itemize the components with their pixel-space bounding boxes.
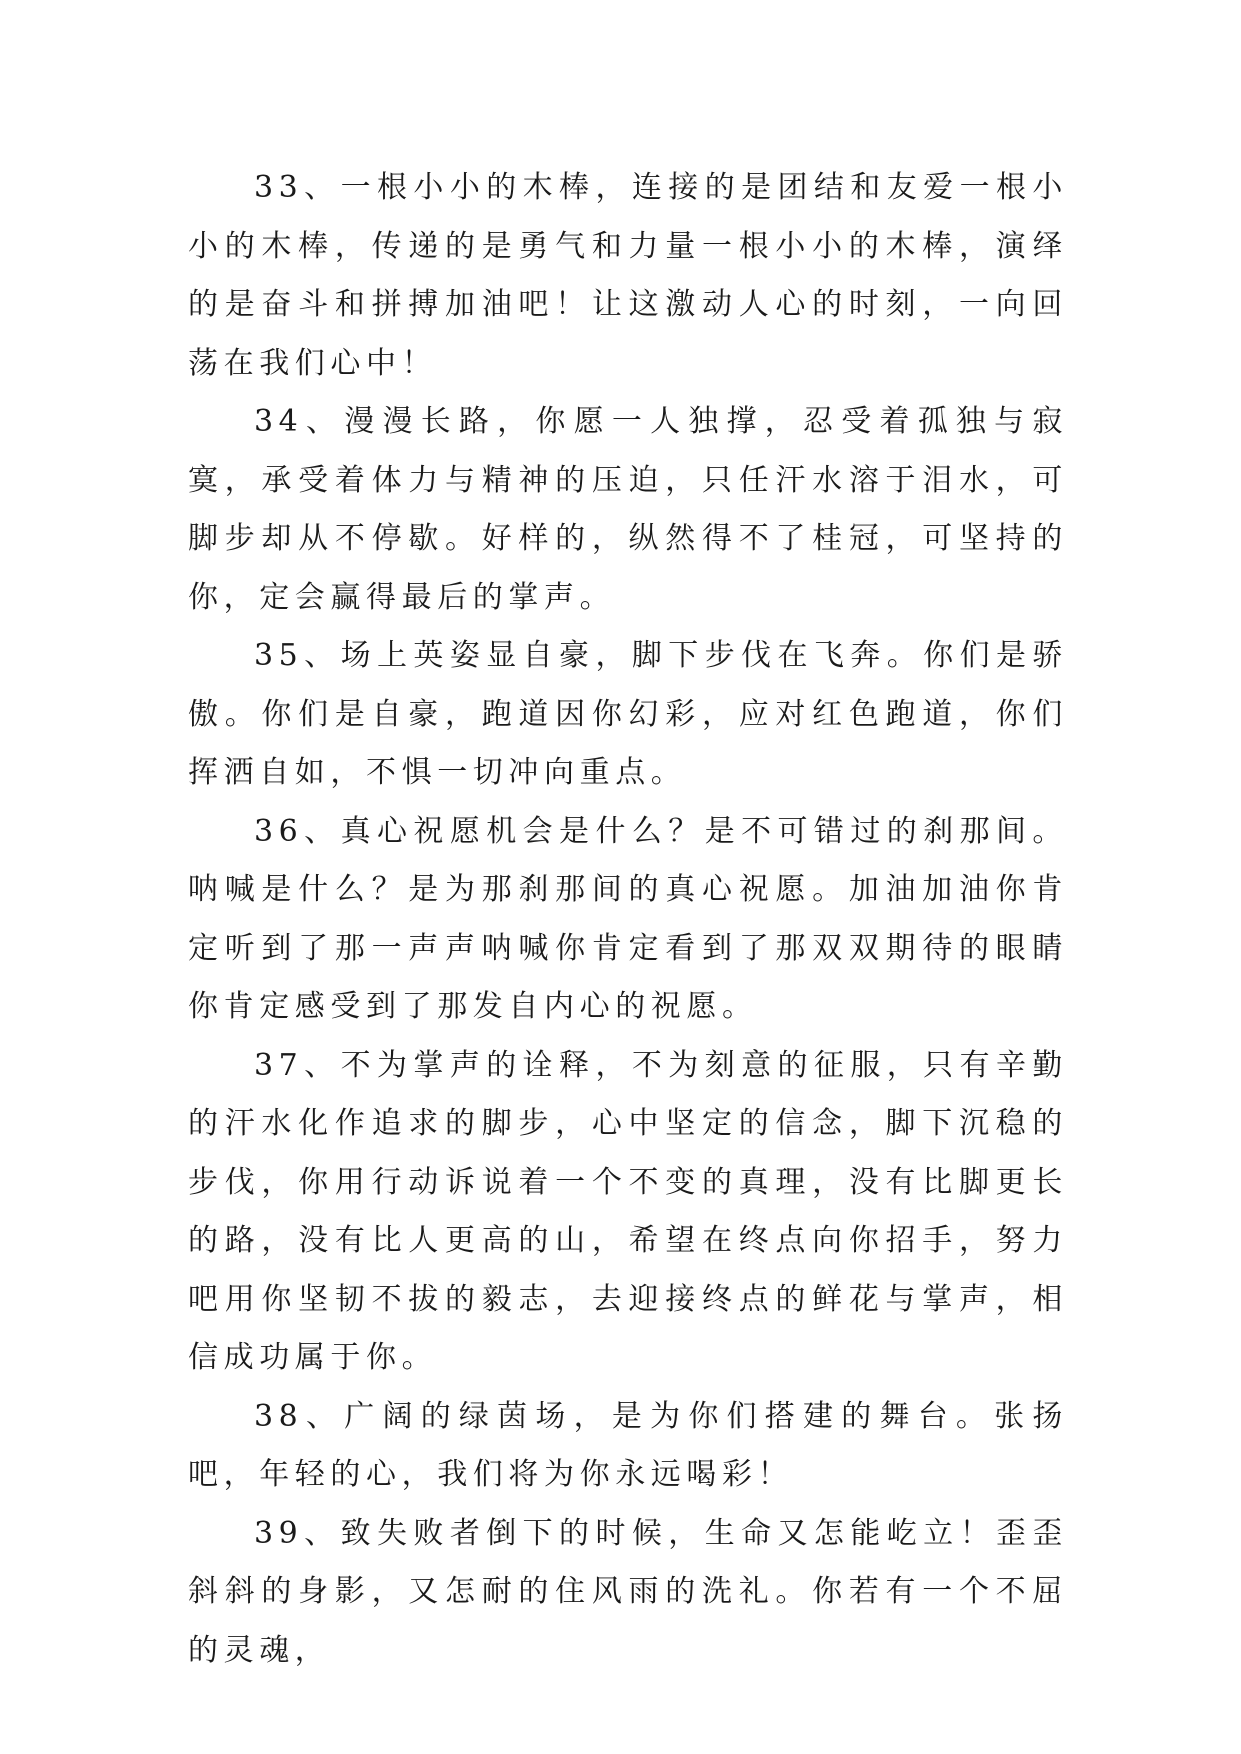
paragraph-33: 33、一根小小的木棒，连接的是团结和友爱一根小小的木棒，传递的是勇气和力量一根小小的木棒，演绎的是奋斗和拼搏加油吧！让这激动人心的时刻，一向回荡在我们心中！ xyxy=(188,170,1068,381)
paragraph-36: 36、真心祝愿机会是什么？是不可错过的刹那间。呐喊是什么？是为那刹那间的真心祝愿。加油加油你肯定听到了那一声声呐喊你肯定看到了那双双期待的眼睛你肯定感受到了那发自内心的祝愿。 xyxy=(188,813,1068,1024)
paragraph-39: 39、致失败者倒下的时候，生命又怎能屹立！歪歪斜斜的身影，又怎耐的住风雨的洗礼。你若有一个不屈的灵魂， xyxy=(188,1515,1068,1668)
paragraph-38: 38、广阔的绿茵场，是为你们搭建的舞台。张扬吧，年轻的心，我们将为你永远喝彩！ xyxy=(188,1398,1068,1492)
paragraph-37: 37、不为掌声的诠释，不为刻意的征服，只有辛勤的汗水化作追求的脚步，心中坚定的信念，脚下沉稳的步伐，你用行动诉说着一个不变的真理，没有比脚更长的路，没有比人更高的山，希望在终点向你招手，努力吧用你坚韧不拔的毅志，去迎接终点的鲜花与掌声，相信成功属于你。 xyxy=(188,1047,1068,1375)
document-body xyxy=(188,159,1068,1680)
paragraph-34: 34、漫漫长路，你愿一人独撑，忍受着孤独与寂寞，承受着体力与精神的压迫，只任汗水溶于泪水，可脚步却从不停歇。好样的，纵然得不了桂冠，可坚持的你，定会赢得最后的掌声。 xyxy=(188,404,1068,615)
paragraph-35: 35、场上英姿显自豪，脚下步伐在飞奔。你们是骄傲。你们是自豪，跑道因你幻彩，应对红色跑道，你们挥洒自如，不惧一切冲向重点。 xyxy=(188,638,1068,790)
